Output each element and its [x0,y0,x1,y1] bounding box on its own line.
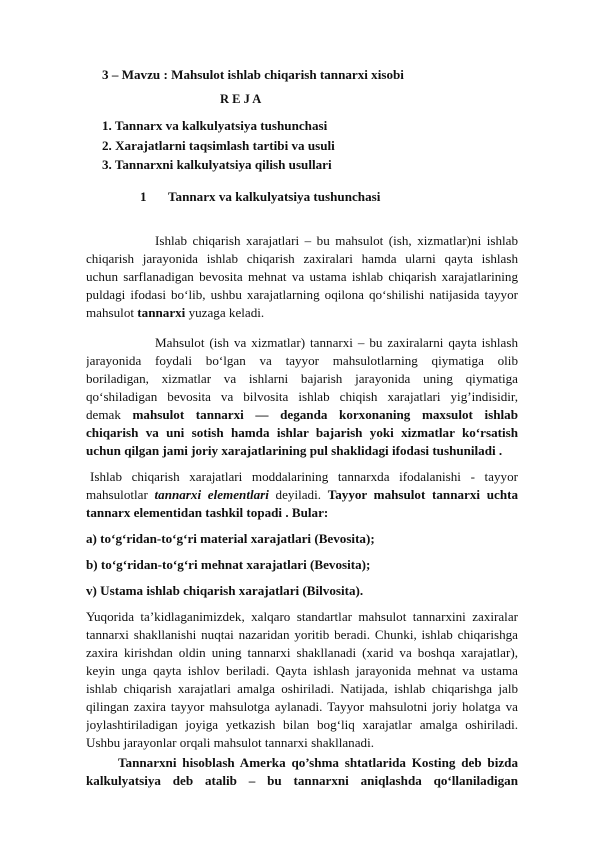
paragraph-line: jarayonida foydali bo‘lgan va tayyor mahsulotlarning qiymatiga olib [86,353,518,368]
paragraph-line: joylashtiriladigan joyiga yetkazish bilan bog‘liq xarajatlar amalga oshiriladi. [86,717,518,732]
topic-title: 3 – Mavzu : Mahsulot ishlab chiqarish tannarxi xisobi [102,67,404,82]
paragraph-line: chiqarish jarayonida ishlab chiqarish zaxiralari hamda ularni qayta ishlash [86,251,518,266]
bold-term: tannarxi [137,305,186,320]
section-number: 1 [140,189,147,204]
paragraph-line: tannarxi shakllanishi nuqtai nazaridan yoritib beradi. Chunki, ishlab chiqarishga [86,627,518,642]
section-title: Tannarx va kalkulyatsiya tushunchasi [168,189,381,204]
plan-item: 2. Xarajatlarni taqsimlash tartibi va usuli [102,138,335,153]
paragraph-line: uchun qilgan jami joriy xarajatlarining pul shaklidagi ifodasi tushuniladi . [86,443,503,458]
paragraph-line: kalkulyatsiya deb atalib – bu tannarxni aniqlashda qo‘llaniladigan [86,773,518,788]
list-item: v) Ustama ishlab chiqarish xarajatlari (Bilvosita). [86,583,364,598]
paragraph-line: zaxira kirishdan oldin uning tannarxi shakllanadi (xarid va boshqa xarajatlar), [86,645,518,660]
paragraph-line: chiqarish va uni sotish hamda ishlar bajarish yoki xizmatlar ko‘rsatish [86,425,518,440]
paragraph-line: Ishlab chiqarish xarajatlari moddalarining tannarxda ifodalanishi - tayyor [90,469,518,484]
paragraph-line: puldagi ifodasi bo‘lib, ushbu xarajatlarning oqilona qo‘shilishi natijasida tayyor [86,287,518,302]
paragraph-line: qo‘shiladigan bevosita va bilvosita ishlab chiqish xarajatlari yig’indisidir, [86,389,518,404]
paragraph-line: mahsulot tannarxi yuzaga keladi. [86,305,265,320]
paragraph-line: mahsulotlar tannarxi elementlari deyiladi. Tayyor mahsulot tannarxi uchta [86,487,518,502]
plan-item: 1. Tannarx va kalkulyatsiya tushunchasi [102,118,328,133]
plan-heading: R E J A [220,92,262,106]
paragraph-line: uchun sarflanadigan bevosita mehnat va ustama ishlab chiqarish xarajatlarining [86,269,518,284]
paragraph-line: Tannarxni hisoblash Amerka qo’shma shtatlarida Kosting deb bizda [118,755,518,770]
paragraph-line: Mahsulot (ish va xizmatlar) tannarxi – bu zaxiralarni qayta ishlash [155,335,518,350]
paragraph-line: keyin unga qayta ishlov beriladi. Qayta ishlash jarayonida mehnat va ustama [86,663,518,678]
paragraph-line: qilingan zaxira tayyor mahsulotga aylanadi. Tayyor mahsulotni joriy holatga va [86,699,518,714]
list-item: b) to‘g‘ridan-to‘g‘ri mehnat xarajatlari (Bevosita); [86,557,371,572]
list-item: a) to‘g‘ridan-to‘g‘ri material xarajatlari (Bevosita); [86,531,375,546]
paragraph-line: Ushbu jarayonlar orqali mahsulot tannarxi shakllanadi. [86,735,374,750]
paragraph-line: boriladigan, xizmatlar va ishlarni bajarish jarayonida uning qiymatiga [86,371,518,386]
plan-item: 3. Tannarxni kalkulyatsiya qilish usullari [102,157,332,172]
paragraph-line: demak mahsulot tannarxi — deganda korxonaning maxsulot ishlab [86,407,518,422]
paragraph-line: tannarx elementidan tashkil topadi . Bular: [86,505,329,520]
paragraph-line: Yuqorida ta’kidlaganimizdek, xalqaro standartlar mahsulot tannarxini zaxiralar [86,609,518,624]
paragraph-line: Ishlab chiqarish xarajatlari – bu mahsulot (ish, xizmatlar)ni ishlab [155,233,518,248]
paragraph-line: ishlab chiqarish xarajatlari amalga oshiriladi. Natijada, ishlab chiqarishga jalb [86,681,518,696]
